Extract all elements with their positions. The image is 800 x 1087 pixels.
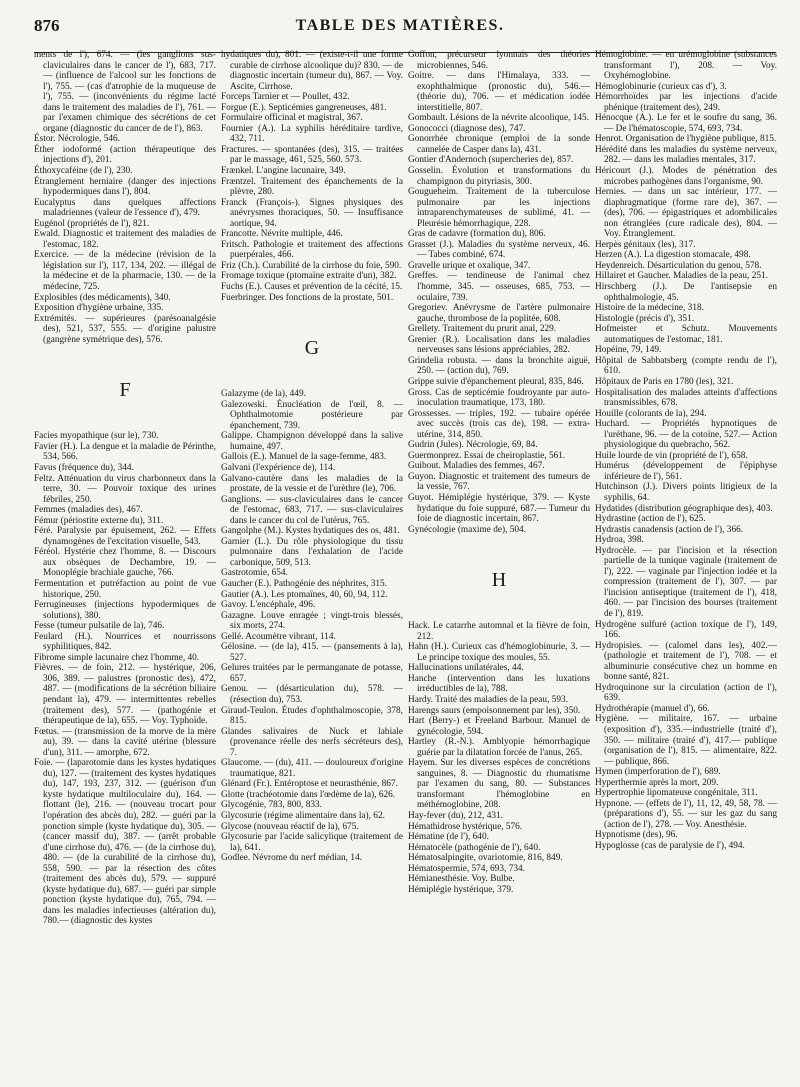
index-entry: Fuchs (E.). Causes et prévention de la cécité, 15. [221, 282, 403, 293]
index-entry: Hôpitaux de Paris en 1780 (les), 321. [595, 376, 734, 387]
index-entry: Hanche (intervention dans les luxations irréductibles de la), 788. [408, 673, 590, 695]
index-entry: Hydrastis canadensis (action de l'), 366. [595, 524, 744, 535]
section-letter-h: H [491, 569, 507, 592]
index-entry: Forgue (E.). Septicémies gangreneuses, 481. [221, 102, 387, 113]
index-entry: hydatiques du), 801. — (existe-t-il une forme curable de cirrhose alcoolique du)? 830. — de diagnostic incertain (tumeur du), 867. — Voy. Ascite, Cirrhose. [221, 50, 403, 92]
index-entry: Hémoglobinurie (curieux cas d'), 3. [595, 81, 727, 92]
index-entry: Galezowski. Énucléation de l'œil, 8. — Ophthalmotomie postérieure par épanchement, 739. [221, 399, 403, 431]
index-entry: Eucalyptus dans quelques affections maladriennes (valeur de l'essence d'), 479. [34, 197, 216, 219]
index-entry-list [221, 50, 403, 303]
index-entry: Hypnotisme (des), 96. [595, 830, 678, 841]
index-entry: Henrot. Organisation de l'hygiène publique, 815. [595, 134, 777, 145]
index-entry: Héricourt (J.). Modes de pénétration des microbes pathogènes dans l'organisme, 90. [595, 166, 777, 187]
page-number: 876 [34, 16, 60, 35]
page-title: TABLE DES MATIÈRES. [295, 17, 505, 34]
index-entry: Galvano-cautère dans les maladies de la prostate, de la vessie et de l'urèthre (le), 706. [221, 473, 403, 495]
index-entry: Hypoglosse (cas de paralysie de l'), 494. [595, 841, 745, 852]
index-entry: Greffes. — tendineuse de l'animal chez l'homme, 345. — osseuses, 685, 753. — oculaire, 739. [408, 271, 590, 303]
index-entry: Exercice. — de la médecine (révision de la législation sur l'), 117, 134, 202. — illégal de la médecine et de la pharmacie, 130. — de la médecine, 725. [34, 250, 216, 293]
index-entry: Herpès génitaux (les), 317. [595, 239, 696, 250]
index-entry: Genou. — (désarticulation du), 578. — (résection du), 753. [221, 684, 403, 705]
index-entry: Frænkel. L'angine lacunaire, 349. [221, 166, 346, 177]
index-entry: Gravelle urique et oxalique, 347. [408, 260, 531, 271]
index-entry: Guermonprez. Essai de cheiroplastie, 561. [408, 450, 566, 461]
index-entry: Huchard. — Propriétés hypnotiques de l'uréthane, 96. — de la cotoïne, 527.— Action physiologique du quebracho, 562. [595, 419, 777, 451]
index-entry: Hydroa, 398. [595, 535, 644, 546]
index-entry: Fournier (A.). La syphilis héréditaire tardive, 432, 711. [221, 123, 403, 145]
index-entry: Hôpital de Sabbatsberg (compte rendu de l'), 610. [595, 355, 777, 377]
index-entry-list [34, 50, 216, 345]
index-entry: Hydroquinone sur la circulation (action de l'), 639. [595, 682, 777, 704]
index-entry: Hygiène. — militaire, 167. — urbaine (exposition d'), 335.—industrielle (traité d'), 350. — militaire (traité d'), 417.— publique (organisation de l'), 815. — alimentaire, 822. — publique, 866. [595, 714, 777, 767]
index-entry: Hofmeister et Schutz. Mouvements automatiques de l'estomac, 181. [595, 324, 777, 345]
index-entry: Hémianesthésie. Voy. Bulbe. [408, 874, 515, 885]
index-entry: Glénard (Fr.). Entéroptose et neurasthénie, 867. [221, 779, 398, 790]
index-entry: Hématocèle (pathogénie de l'), 640. [408, 842, 541, 853]
index-entry: Hyperthermie après la mort, 209. [595, 777, 719, 788]
index-entry: Hernies. — dans un sac intérieur, 177. — diaphragmatique (forme rare de), 367. — (des), 706. — épigastriques et adombilicales non étranglées (cure radicale des), 804. — Voy. Étranglement. [595, 187, 777, 240]
index-entry: Hydrogène sulfuré (action toxique de l'), 149, 166. [595, 619, 777, 641]
column-2 [221, 50, 403, 1080]
index-entry: Grindelia robusta. — dans la bronchite aiguë, 250. — (action du), 769. [408, 355, 590, 377]
index-entry: Fractures. — spontanées (des), 315. — traitées par le massage, 461, 525, 560. 573. [221, 144, 403, 166]
index-entry: Gastrotomie, 654. [221, 568, 288, 579]
index-entry: Goffon, précurseur lyonnais des théories microbiennes, 546. [408, 50, 590, 71]
index-entry: Hérédité dans les maladies du système nerveux, 282. — dans les maladies mentales, 317. [595, 144, 777, 166]
index-entry: Feltz. Atténuation du virus charbonneux dans la terre, 30. — Pouvoir toxique des urines fébriles, 250. [34, 473, 216, 505]
index-entry: Gelures traitées par le permanganate de potasse, 657. [221, 663, 403, 684]
index-entry: Hypertrophie lipomateuse congénitale, 311. [595, 788, 758, 799]
index-entry: Hayem. Sur les diverses espèces de concrétions sanguines, 8. — Diagnostic du rhumatisme par l'examen du sang, 80. — Substances transformant l'hémoglobine en méthémoglobine, 208. [408, 758, 590, 811]
index-entry: Fritsch. Pathologie et traitement des affections puerpérales, 466. [221, 239, 403, 261]
index-entry: Glycose (nouveau réactif de la), 675. [221, 821, 359, 832]
index-entry: Hospitalisation des malades atteints d'affections transmissibles, 678. [595, 387, 777, 409]
index-entry: Fibrome simple lacunaire chez l'homme, 40. [34, 652, 200, 663]
index-entry: Hillairet et Gaucher. Maladies de la peau, 251. [595, 271, 768, 282]
index-entry: Galippe. Champignon développé dans la salive humaine, 497. [221, 431, 403, 452]
index-entry: Forceps Tarnier et — Poullet, 432. [221, 92, 350, 103]
index-entry: Glycosurie par l'acide salicylique (traitement de la), 641. [221, 832, 403, 853]
index-entry: Franck (François-). Signes physiques des anévrysmes thoraciques, 50. — Insuffisance aortique, 94. [221, 197, 403, 229]
index-entry: Facies myopathique (sur le), 730. [34, 431, 159, 442]
index-entry: Favus (fréquence du), 344. [34, 462, 134, 473]
index-entry: Galazyme (de la), 449. [221, 389, 306, 400]
index-entry: Glycosurie (régime alimentaire dans la), 62. [221, 811, 385, 821]
index-entry: Hart (Berry-) et Freeland Barbour. Manuel de gynécologie, 594. [408, 716, 590, 737]
index-entry: Grasset (J.). Maladies du système nerveux, 46. — Tabes combiné, 674. [408, 239, 590, 261]
index-entry: Gangolphe (M.). Kystes hydatiques des os, 481. [221, 526, 400, 537]
index-entry-list [408, 50, 590, 535]
index-entry: Galvani (l'expérience de), 114. [221, 462, 336, 473]
index-entry: Grossesses. — triples, 192. — tubaire opérée avec succès (trois cas de), 198. — extra-utérine, 314, 850. [408, 408, 590, 440]
index-entry: Gougueheim. Traitement de la tuberculose pulmonaire par les injections intraparenchymateuses de sublimé, 41. — Pleurésie hémorrhagique, 228. [408, 187, 590, 229]
index-entry: Fræntzel. Traitement des épanchements de la plèvre, 280. [221, 176, 403, 198]
index-entry: Feulard (H.). Nourrices et nourrissons syphilitiques, 842. [34, 631, 216, 653]
index-entry: ments de l'), 674. — (les ganglions sus-claviculaires dans le cancer de l'), 683, 717. — (influence de l'alcool sur les fonctions de l'), 755. — (cas d'atrophie de la muqueuse de l'), 755. — (inconvénients du régime lacté dans le traitement des maladies de l'), 761. — par l'examen chimique des sécrétions de cet organe (diagnostic du cancer de de l'), 863. [34, 50, 216, 134]
index-entry: Gellé. Acoumètre vibrant, 114. [221, 631, 336, 642]
index-entry: Harengs saurs (empoisonnement par les), 350. [408, 705, 581, 716]
index-entry: Hémathidrose hystérique, 576. [408, 821, 523, 832]
index-entry: Gontier d'Andernoch (supercheries de), 857. [408, 155, 574, 166]
index-entry: Huile lourde de vin (propriété de l'), 658. [595, 450, 748, 461]
index-entry-list [408, 621, 590, 895]
column-1 [34, 50, 216, 1080]
index-entry: Houille (colorants de la), 294. [595, 408, 707, 419]
index-entry: Gonorrhée chronique (emploi de la sonde cannelée de Casper dans la), 431. [408, 134, 590, 155]
column-4 [595, 50, 777, 1080]
index-entry: Hay-fever (du), 212, 431. [408, 811, 504, 821]
index-entry: Gaucher (E.). Pathogénie des néphrites, 315. [221, 578, 388, 589]
index-entry: Grippe suivie d'épanchement pleural, 835, 846. [408, 376, 584, 387]
index-entry: Francotte. Névrite multiple, 446. [221, 229, 343, 240]
index-entry: Hardy. Traité des maladies de la peau, 593. [408, 694, 568, 705]
index-entry: Formulaire officinal et magistral, 367. [221, 113, 363, 124]
index-entry: Goitre. — dans l'Himalaya, 333. — exophthalmique (pronostic du), 546.— (théorie du), 706. — et médication iodée interstitielle, 807. [408, 71, 590, 113]
index-entry: Exposition d'hygiène urbaine, 335. [34, 303, 164, 314]
index-entry: Ganglions. — sus-claviculaires dans le cancer de l'estomac, 683, 717. — sus-claviculaires dans le cancer du col de l'utérus, 765. [221, 494, 403, 526]
index-entry: Éther iodoformé (action thérapeutique des injections d'), 201. [34, 144, 216, 166]
index-entry: Fesse (tumeur pulsatile de la), 746. [34, 621, 165, 632]
index-entry: Hahn (H.). Curieux cas d'hémoglobinurie, 3. — Le principe toxique des moules, 55. [408, 642, 590, 663]
index-entry: Histologie (précis d'), 351. [595, 313, 695, 324]
index-entry: Gonococci (diagnose des), 747. [408, 123, 526, 134]
index-entry: Hypnone. — (effets de l'), 11, 12, 49, 58, 78. — (préparations d'), 55. — sur les gaz du sang (action de l'), 278. — Voy. Anesthésie. [595, 798, 777, 830]
index-entry: Hydatides (distribution géographique des), 403. [595, 503, 773, 514]
index-entry: Fermentation et putréfaction au point de vue historique, 250. [34, 578, 216, 600]
index-entry-list [221, 389, 403, 864]
index-entry: Hénocque (A.). Le fer et le soufre du sang, 36. — De l'hématoscopie, 574, 693, 734. [595, 113, 777, 134]
index-entry: Humérus (développement de l'épiphyse inférieure de l'), 561. [595, 461, 777, 482]
index-entry: Gavoy. L'encéphale, 496. [221, 600, 316, 611]
index-entry: Heydenreich. Désarticulation du genou, 578. [595, 260, 762, 271]
index-entry: Glycogénie, 783, 800, 833. [221, 800, 322, 811]
index-entry: Giraud-Teulon. Études d'ophthalmoscopie, 378, 815. [221, 705, 403, 727]
index-entry-list [595, 50, 777, 852]
index-entry: Éthoxycaféine (de l'), 230. [34, 166, 133, 177]
index-entry: Glandes salivaires de Nuck et labiale (provenance réelle des nerfs sécréteurs des), 7. [221, 726, 403, 758]
index-entry: Hirschberg (J.). De l'antisepsie en ophthalmologie, 45. [595, 282, 777, 303]
index-entry: Gélosine. — (de la), 415. — (pansements à la), 527. [221, 642, 403, 663]
index-entry: Hématosalpingite, ovariotomie, 816, 849. [408, 853, 563, 864]
index-entry: Gross. Cas de septicémie foudroyante par auto-inoculation traumatique, 173, 180. [408, 387, 590, 409]
index-entry: Guibout. Maladies des femmes, 467. [408, 461, 545, 472]
index-entry: Fémur (périostite externe du), 311. [34, 515, 164, 526]
index-entry: Gudrin (Jules). Nécrologie, 69, 84. [408, 440, 538, 451]
index-entry: Gombault. Lésions de la névrite alcoolique, 145. [408, 113, 589, 124]
page-header [0, 14, 800, 42]
index-entry: Hémiplégie hystérique, 379. [408, 884, 514, 895]
index-entry: Foie. — (laparotomie dans les kystes hydatiques du), 127. — (traitement des kystes hydatiques du), 147, 193, 237, 312. — (guérison d'un kyste hydatique multiloculaire du), 164. — flottant (le), 216. — (nouveau trocart pour l'opération des abcès du), 282. — guéri par la ponction simple (kyste hydatique du), 305. — (cancer massif du), 387. — (arrêt probable d'une cirrhose du), 476. — (de la cirrhose du), 480. — (de la curabilité de la cirrhose du), 558, 590. — par la résection des côtes (traitement des abcès du), 579. — suppuré (kyste hydatique du), 687. — guéri par simple ponction (kyste hydatique du), 765, 794. — dans les maladies infectieuses (altération du), 780.— (diagnostic des kystes [34, 758, 216, 927]
index-entry: Étranglement herniaire (danger des injections hypodermiques dans l'), 804. [34, 176, 216, 198]
index-entry: Féré. Paralysie par épuisement, 262. — Effets dynamogènes de l'excitation visuelle, 543. [34, 526, 216, 547]
index-entry: Hématine (de l'), 640. [408, 832, 489, 843]
index-entry: Glaucome. — (du), 411. — douloureux d'origine traumatique, 821. [221, 758, 403, 779]
index-entry: Hutchinson (J.). Divers points litigieux de la syphilis, 64. [595, 482, 777, 503]
index-entry: Extrémités. — supérieures (parésoanalgésie des), 521, 537, 555. — d'origine palustre (gangrène symétrique des), 576. [34, 313, 216, 345]
index-entry: Guyon. Diagnostic et traitement des tumeurs de la vessie, 767. [408, 471, 590, 493]
index-entry: Gazagne. Louve enragée ; vingt-trois blessés, six morts, 274. [221, 610, 403, 632]
index-entry: Gras de cadavre (formation du), 806. [408, 229, 546, 240]
index-entry: Histoire de la médecine, 318. [595, 303, 704, 314]
index-entry: Hymen (imperforation de l'), 689. [595, 767, 721, 778]
index-entry: Fuerbringer. Des fonctions de la prostate, 501. [221, 292, 394, 303]
index-entry: Hémorrhoïdes par les injections d'acide phénique (traitement des), 249. [595, 92, 777, 113]
section-letter-g: G [304, 337, 320, 360]
index-entry: Explosibles (des médicaments), 340. [34, 292, 171, 303]
index-entry: Hack. Le catarrhe automnal et la fièvre de foin, 212. [408, 621, 590, 642]
index-entry: Gallois (E.). Manuel de la sage-femme, 483. [221, 452, 387, 463]
index-entry: Gynécologie (maxime de), 504. [408, 524, 526, 535]
index-entry: Féréol. Hystérie chez l'homme, 8. — Discours aux obsèques de Dechambre, 19. — Monoplégie brachiale gauche, 766. [34, 547, 216, 579]
index-entry: Godlee. Névrome du nerf médian, 14. [221, 853, 362, 864]
index-entry: Fromage toxique (ptomaïne extraite d'un), 382. [221, 271, 397, 282]
index-entry: Hématospermie, 574, 693, 734. [408, 863, 525, 874]
index-entry: Eugénol (propriétés de l'), 821. [34, 218, 150, 229]
index-entry: Ferrugineuses (injections hypodermiques de solutions), 380. [34, 600, 216, 621]
index-entry: Gautier (A.). Les ptomaïnes, 40, 60, 94, 112. [221, 589, 388, 600]
index-entry: Fœtus. — (transmission de la morve de la mère au), 39. — dans la cavité utérine (blessure d'un), 311. — amorphe, 672. [34, 726, 216, 758]
index-entry: Grenier (R.). Localisation dans les maladies nerveuses sans lésions appréciables, 282. [408, 334, 590, 356]
index-entry: Hydropisies. — (calomel dans les), 402.— (pathologie et traitement de l'), 708. — et albuminurie consécutive chez un homme en bonne santé, 821. [595, 640, 777, 683]
index-entry: Hydrothérapie (manuel d'), 66. [595, 703, 710, 714]
index-entry: Hydrocèle. — par l'incision et la résection partielle de la tunique vaginale (traitement de l'), 222. — vaginale par l'injection iodée et la compression (traitement de l'), 307. — par l'incision antiseptique (traitement de l'), 418, 460. — par l'incision des bourses (traitement de l'), 819. [595, 545, 777, 619]
index-entry: Guyot. Hémiplégie hystérique, 379. — Kyste hydatique du foie suppuré, 687.— Tumeur du foie de diagnostic incertain, 867. [408, 492, 590, 525]
index-entry: Hémoglobine. — en urémoglobine (substances transformant l'), 208. — Voy. Oxyhémoglobine. [595, 50, 777, 82]
index-entry: Hopéine, 79, 149. [595, 345, 662, 356]
index-entry: Gregoriev. Anévrysme de l'artère pulmonaire gauche, thrombose de la poplitée, 608. [408, 303, 590, 324]
index-entry: Hydrastine (action de l'), 625. [595, 514, 706, 525]
index-entry-list [34, 431, 216, 927]
index-entry: Favier (H.). La dengue et la maladie de Périnthe, 534, 566. [34, 441, 216, 463]
column-3 [408, 50, 590, 1080]
index-entry: Éstor. Nécrologie, 546. [34, 134, 120, 145]
index-entry: Fièvres. — de foin, 212. — hystérique, 206, 306, 389. — palustres (pronostic des), 472, 487. — (modifications de la sécrétion biliaire pendant la), 479. — intermittentes rebelles (traitement des), 577. — (pathogénie et thérapeutique de la), 655. — Voy. Typhoïde. [34, 663, 216, 727]
index-entry: Herzen (A.). La digestion stomacale, 498. [595, 250, 751, 261]
index-entry: Glotte (trachéotomie dans l'œdème de la), 626. [221, 789, 396, 800]
index-entry: Femmes (maladies des), 467. [34, 505, 143, 516]
section-letter-f: F [119, 379, 131, 402]
index-entry: Hallucinations unilatérales, 44. [408, 663, 524, 674]
index-entry: Ewald. Diagnostic et traitement des maladies de l'estomac, 182. [34, 229, 216, 250]
index-entry: Grellety. Traitement du prurit anal, 229. [408, 324, 557, 335]
index-entry: Garnier (L.). Du rôle physiologique du tissu pulmonaire dans l'exhalation de l'acide carbonique, 509, 513. [221, 536, 403, 568]
index-entry: Gosselin. Évolution et transformations du champignon du pityriasis, 300. [408, 166, 590, 187]
index-entry: Hartley (R.-N.). Amblyopie hémorrhagique guérie par la dilatation forcée de l'anus, 265. [408, 737, 590, 758]
index-entry: Friz (Ch.). Curabilité de la cirrhose du foie, 590. [221, 260, 402, 271]
